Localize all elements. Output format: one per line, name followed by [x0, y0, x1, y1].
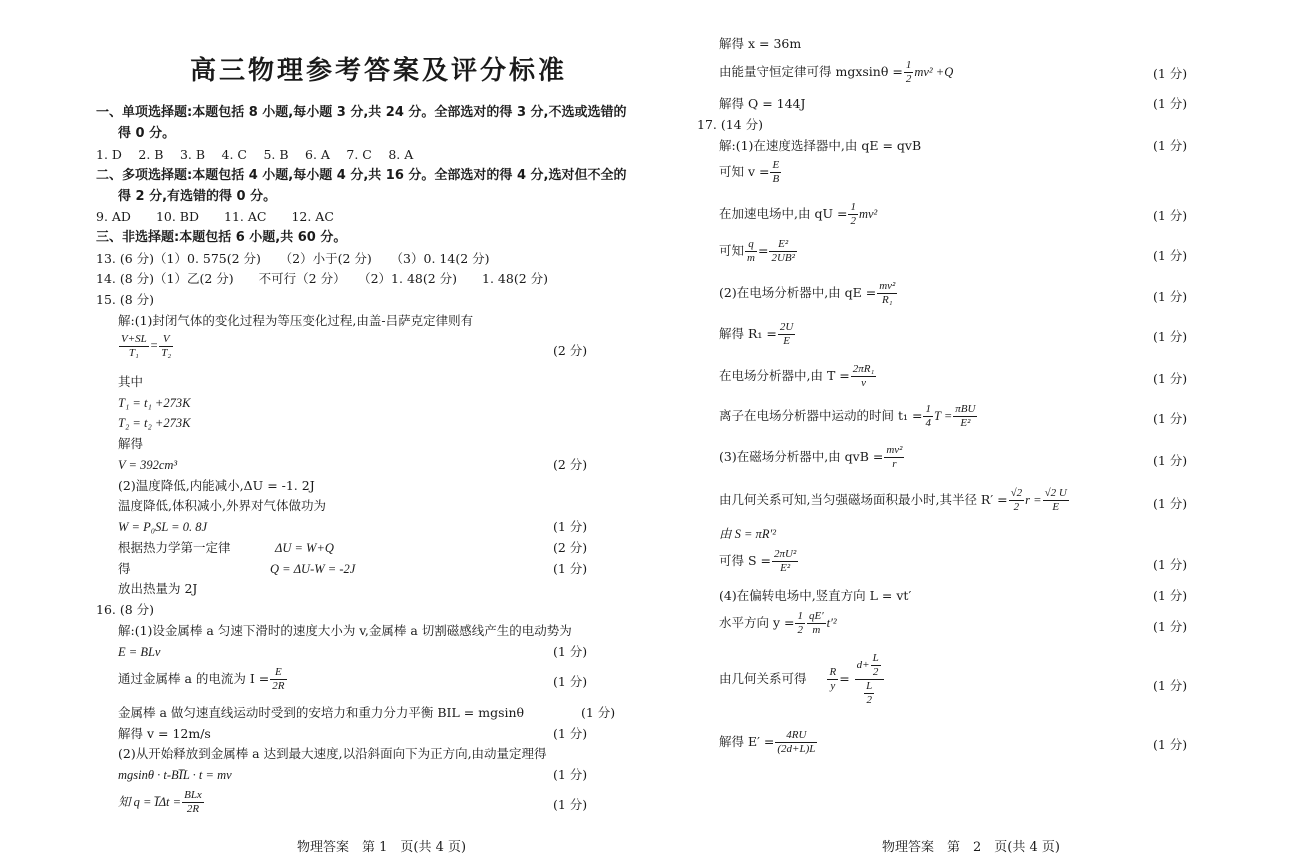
r-period: 在电场分析器中,由 T = $\frac{\text{2πR₁}}{v}$: [719, 363, 875, 389]
score: (1 分): [1153, 737, 1188, 752]
r-radius: 由几何关系可知,当匀强磁场面积最小时,其半径 R′ = $\frac{√2}{2}$ r = $\frac{√2 U}{E}$: [719, 487, 1067, 513]
score: (1 分): [1153, 678, 1188, 693]
r-line: 解得 x = 36m: [719, 36, 802, 51]
page-footer-2: 物理答案 第 2 页(共 4 页): [882, 840, 1060, 855]
r-accel: 在加速电场中,由 qU = $\frac{1}{2}$ mv²: [719, 201, 878, 227]
q16-line: 金属棒 a 做匀速直线运动时受到的安培力和重力分力平衡 BIL = mgsinθ: [118, 705, 525, 720]
q15-line: T₂ = t₂ +273K: [118, 416, 191, 430]
r-line: 由 S = πR′²: [719, 527, 776, 541]
r-field-analyzer: (2)在电场分析器中,由 qE = $\frac{\text{mv²}}{\text{R₁}}$: [719, 280, 896, 306]
q16-line: E = BLv: [118, 645, 161, 659]
q15-line: 根据热力学第一定律: [118, 540, 231, 555]
score: (1 分): [1153, 371, 1188, 386]
r-line: (4)在偏转电场中,竖直方向 L = vt′: [719, 588, 912, 603]
score: (1 分): [553, 519, 588, 534]
q15-line: (2)温度降低,内能减小,ΔU = -1. 2J: [118, 478, 315, 493]
score: (1 分): [581, 705, 616, 720]
section-2-heading-cont: 得 2 分,有选错的得 0 分。: [118, 189, 277, 204]
r-magnetic: (3)在磁场分析器中,由 qvB = $\frac{\text{mv²}}{r}$: [719, 444, 903, 470]
score: (1 分): [553, 644, 588, 659]
score: (1 分): [1153, 411, 1188, 426]
q16-line: 解得 v = 12m/s: [118, 726, 211, 741]
question-15: 15. (8 分): [96, 292, 155, 307]
answers-9-12: 9. AD 10. BD 11. AC 12. AC: [96, 209, 334, 224]
score: (1 分): [553, 767, 588, 782]
q15-line: V = 392cm³: [118, 458, 178, 472]
score: (1 分): [1153, 138, 1188, 153]
r-result: 解得 E′ = $\frac{4RU}{(2d+L)L}$: [719, 729, 816, 755]
q15-equation-1: $\frac{V+SL}{\text{T₁}}$ = $\frac{V}{\text{T₂}}$: [121, 333, 172, 359]
q15-line: 其中: [118, 374, 144, 389]
q15-line: 解:(1)封闭气体的变化过程为等压变化过程,由盖-吕萨克定律则有: [118, 313, 474, 328]
answers-1-8: 1. D 2. B 3. B 4. C 5. B 6. A 7. C 8. A: [96, 147, 414, 162]
r-line: 解:(1)在速度选择器中,由 qE = qvB: [719, 138, 922, 153]
q16-line: mgsinθ · t-BI̅L · t = mv: [118, 768, 232, 782]
q15-line: 得: [118, 561, 131, 576]
q15-line: T₁ = t₁ +273K: [118, 396, 191, 410]
r-qm: 可知 $\frac{q}{m}$ = $\frac{\text{E²}}{\text{2UB²}}$: [719, 238, 795, 264]
r-area: 可得 S = $\frac{\text{2πU²}}{\text{E²}}$: [719, 548, 797, 574]
score: (1 分): [1153, 496, 1188, 511]
score: (1 分): [1153, 588, 1188, 603]
q16-charge: 知 q = I̅Δt = $\frac{\text{BLx}}{2R}$: [118, 789, 202, 815]
r-r1: 解得 R₁ = $\frac{2U}{E}$: [719, 321, 794, 347]
r-line: 解得 Q = 144J: [719, 96, 806, 111]
score: (1 分): [1153, 248, 1188, 263]
score: (1 分): [1153, 66, 1188, 81]
q16-current: 通过金属棒 a 的电流为 I = $\frac{E}{2R}$: [118, 666, 285, 692]
q15-line: ΔU = W+Q: [275, 541, 334, 555]
r-energy: 由能量守恒定律可得 mgxsinθ = $\frac{1}{2}$ mv² +Q: [719, 59, 954, 85]
r-time: 离子在电场分析器中运动的时间 t₁ = $\frac{1}{4}$ T = $\frac{\text{πBU}}{\text{E²}}$: [719, 403, 976, 429]
q16-line: 解:(1)设金属棒 a 匀速下滑时的速度大小为 v,金属棒 a 切割磁感线产生的电动势为: [118, 623, 572, 638]
section-2-heading: 二、多项选择题:本题包括 4 小题,每小题 4 分,共 16 分。全部选对的得 4 分,选对但不全的: [96, 168, 627, 183]
q16-line: (2)从开始释放到金属棒 a 达到最大速度,以沿斜面向下为正方向,由动量定理得: [118, 746, 547, 761]
score: (1 分): [1153, 289, 1188, 304]
page-title: 高三物理参考答案及评分标准: [190, 56, 568, 86]
page-footer-1: 物理答案 第 1 页(共 4 页): [297, 840, 467, 855]
section-1-heading-cont: 得 0 分。: [118, 126, 176, 141]
score: (1 分): [553, 561, 588, 576]
score: (2 分): [553, 540, 588, 555]
score: (1 分): [1153, 453, 1188, 468]
question-13: 13. (6 分)（1）0. 575(2 分) （2）小于(2 分) （3）0. 14(2 分): [96, 251, 490, 266]
score: (1 分): [1153, 208, 1188, 223]
section-3-heading: 三、非选择题:本题包括 6 小题,共 60 分。: [96, 230, 347, 245]
q15-line: 放出热量为 2J: [118, 581, 198, 596]
score: (1 分): [1153, 619, 1188, 634]
score: (1 分): [553, 674, 588, 689]
score: (1 分): [1153, 329, 1188, 344]
score: (1 分): [1153, 96, 1188, 111]
r-geometry: 由几何关系可得 $\frac{R}{y}$ = d+ $\frac{L}{2}$ $\frac{L}{2}$: [719, 652, 885, 707]
question-14: 14. (8 分)（1）乙(2 分) 不可行（2 分） （2）1. 48(2 分) 1. 48(2 分): [96, 271, 549, 286]
section-1-heading: 一、单项选择题:本题包括 8 小题,每小题 3 分,共 24 分。全部选对的得 3 分,不选或选错的: [96, 105, 627, 120]
q15-line: 解得: [118, 436, 144, 451]
q15-line: W = P₀SL = 0. 8J: [118, 520, 208, 534]
score: (2 分): [553, 343, 588, 358]
score: (1 分): [553, 797, 588, 812]
r-v: 可知 v = $\frac{E}{B}$: [719, 159, 780, 185]
question-17: 17. (14 分): [697, 117, 763, 132]
r-horizontal: 水平方向 y = $\frac{1}{2}$ $\frac{qE'}{m}$ t′²: [719, 610, 837, 636]
question-16: 16. (8 分): [96, 602, 155, 617]
score: (2 分): [553, 457, 588, 472]
q15-line: 温度降低,体积减小,外界对气体做功为: [118, 498, 326, 513]
score: (1 分): [553, 726, 588, 741]
q15-line: Q = ΔU-W = -2J: [270, 562, 356, 576]
score: (1 分): [1153, 557, 1188, 572]
